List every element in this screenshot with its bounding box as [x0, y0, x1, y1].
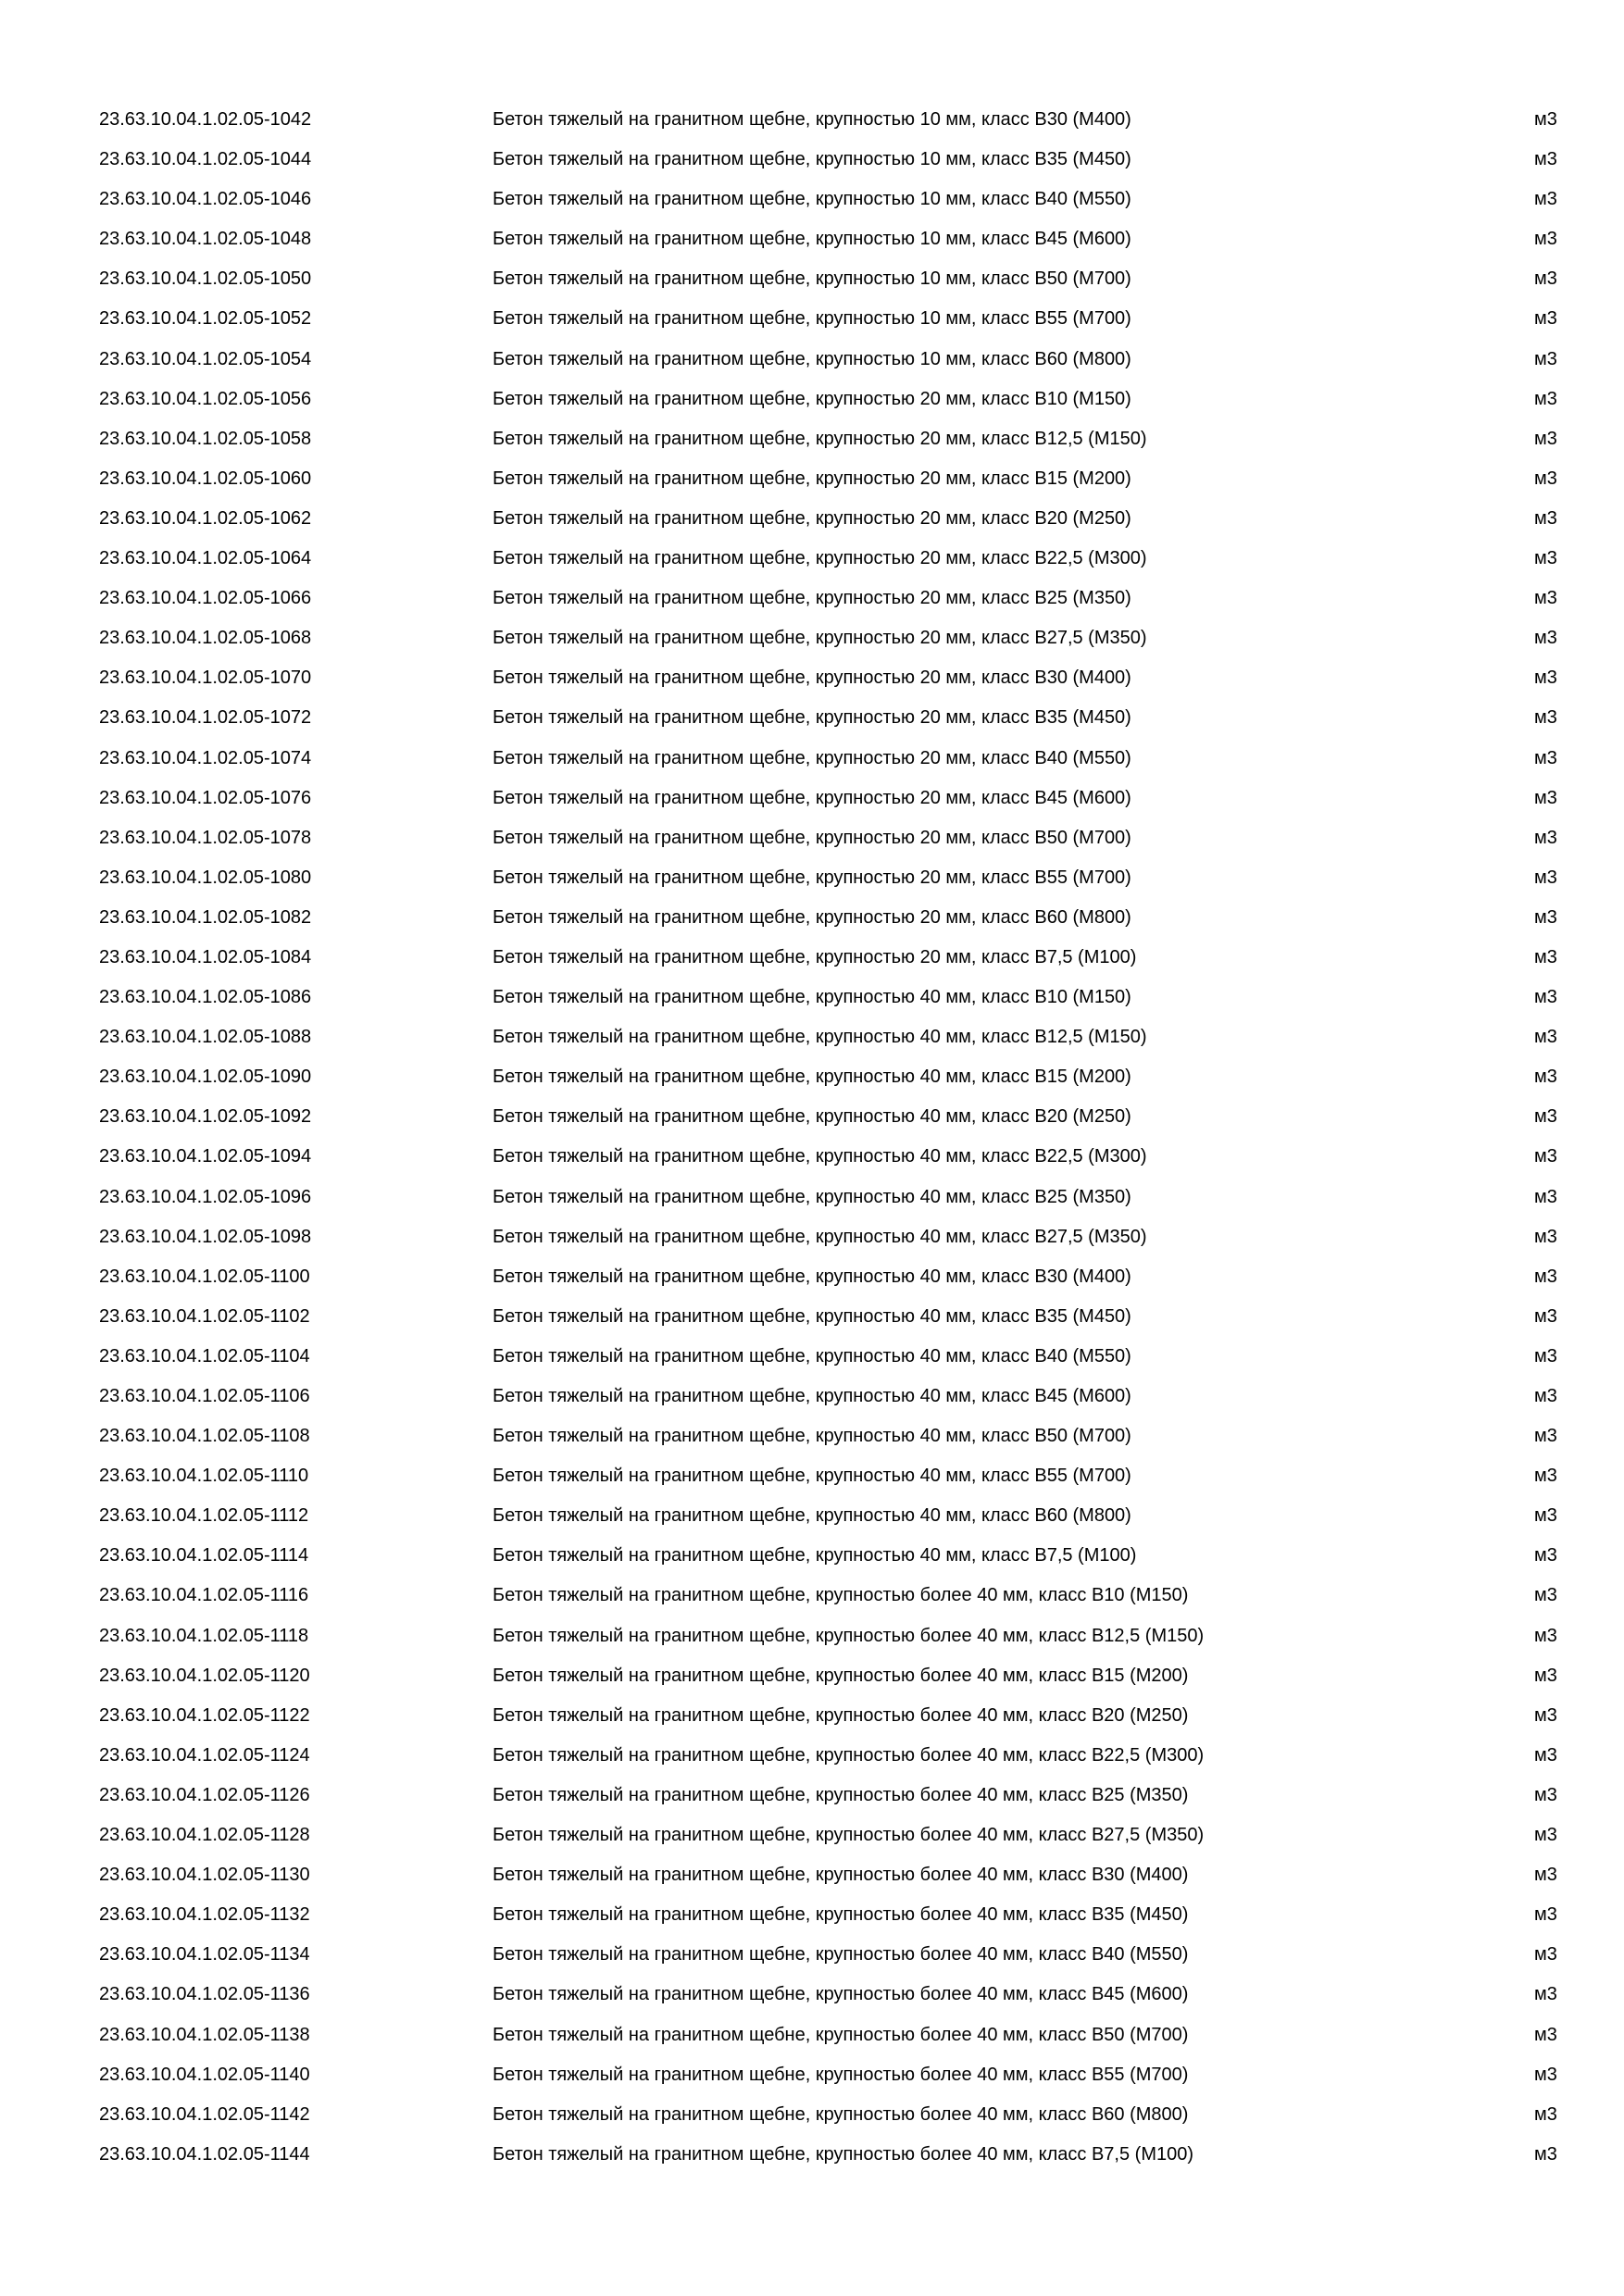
unit-of-measure: м3: [1534, 1146, 1557, 1167]
unit-of-measure: м3: [1534, 2103, 1557, 2125]
resource-code: 23.63.10.04.1.02.05-1136: [99, 1984, 310, 2005]
unit-of-measure: м3: [1534, 1266, 1557, 1287]
resource-code: 23.63.10.04.1.02.05-1104: [99, 1345, 310, 1366]
resource-code: 23.63.10.04.1.02.05-1072: [99, 707, 312, 729]
resource-code: 23.63.10.04.1.02.05-1052: [99, 308, 312, 330]
unit-of-measure: м3: [1534, 1067, 1557, 1088]
unit-of-measure: м3: [1534, 2024, 1557, 2045]
unit-of-measure: м3: [1534, 1545, 1557, 1566]
resource-code: 23.63.10.04.1.02.05-1046: [99, 189, 312, 210]
unit-of-measure: м3: [1534, 1505, 1557, 1527]
table-row: [0, 904, 1624, 943]
resource-code: 23.63.10.04.1.02.05-1092: [99, 1106, 312, 1128]
resource-name: Бетон тяжелый на гранитном щебне, крупностью 20 мм, класс В22,5 (М300): [493, 548, 1147, 569]
table-row: [0, 505, 1624, 544]
resource-name: Бетон тяжелый на гранитном щебне, крупностью более 40 мм, класс В35 (М450): [493, 1904, 1189, 1926]
table-row: [0, 1861, 1624, 1901]
unit-of-measure: м3: [1534, 2143, 1557, 2165]
table-row: [0, 664, 1624, 704]
resource-code: 23.63.10.04.1.02.05-1082: [99, 906, 312, 928]
resource-code: 23.63.10.04.1.02.05-1098: [99, 1226, 312, 1247]
table-row: [0, 2140, 1624, 2180]
table-row: [0, 106, 1624, 145]
table-row: [0, 983, 1624, 1023]
unit-of-measure: м3: [1534, 1226, 1557, 1247]
resource-code: 23.63.10.04.1.02.05-1132: [99, 1904, 310, 1926]
resource-code: 23.63.10.04.1.02.05-1048: [99, 229, 312, 250]
table-row: [0, 1462, 1624, 1502]
resource-code: 23.63.10.04.1.02.05-1096: [99, 1186, 312, 1207]
unit-of-measure: м3: [1534, 109, 1557, 130]
table-row: [0, 624, 1624, 664]
table-row: [0, 2021, 1624, 2061]
table-row: [0, 305, 1624, 344]
unit-of-measure: м3: [1534, 507, 1557, 529]
resource-name: Бетон тяжелый на гранитном щебне, крупностью 20 мм, класс В40 (М550): [493, 747, 1131, 768]
resource-code: 23.63.10.04.1.02.05-1106: [99, 1386, 310, 1406]
resource-code: 23.63.10.04.1.02.05-1130: [99, 1865, 310, 1886]
table-row: [0, 145, 1624, 185]
resource-code: 23.63.10.04.1.02.05-1074: [99, 747, 312, 768]
resource-name: Бетон тяжелый на гранитном щебне, крупностью 10 мм, класс В45 (М600): [493, 229, 1131, 250]
resource-name: Бетон тяжелый на гранитном щебне, крупностью 40 мм, класс В55 (М700): [493, 1466, 1131, 1487]
unit-of-measure: м3: [1534, 189, 1557, 210]
resource-name: Бетон тяжелый на гранитном щебне, крупностью более 40 мм, класс В10 (М150): [493, 1585, 1189, 1606]
resource-name: Бетон тяжелый на гранитном щебне, крупностью более 40 мм, класс В45 (М600): [493, 1984, 1189, 2005]
unit-of-measure: м3: [1534, 668, 1557, 689]
resource-code: 23.63.10.04.1.02.05-1108: [99, 1426, 310, 1447]
unit-of-measure: м3: [1534, 787, 1557, 808]
resource-name: Бетон тяжелый на гранитном щебне, крупностью более 40 мм, класс В12,5 (М150): [493, 1625, 1205, 1646]
unit-of-measure: м3: [1534, 548, 1557, 569]
table-row: [0, 1821, 1624, 1861]
unit-of-measure: м3: [1534, 1027, 1557, 1048]
table-row: [0, 943, 1624, 983]
table-row: [0, 864, 1624, 904]
resource-code: 23.63.10.04.1.02.05-1068: [99, 628, 312, 649]
unit-of-measure: м3: [1534, 229, 1557, 250]
resource-name: Бетон тяжелый на гранитном щебне, крупностью 40 мм, класс В35 (М450): [493, 1305, 1131, 1327]
resource-code: 23.63.10.04.1.02.05-1056: [99, 388, 312, 409]
resource-code: 23.63.10.04.1.02.05-1124: [99, 1744, 310, 1766]
table-row: [0, 1342, 1624, 1382]
unit-of-measure: м3: [1534, 1784, 1557, 1805]
table-row: [0, 1023, 1624, 1063]
resource-name: Бетон тяжелый на гранитном щебне, крупностью 40 мм, класс В22,5 (М300): [493, 1146, 1147, 1167]
table-row: [0, 1382, 1624, 1422]
resource-code: 23.63.10.04.1.02.05-1042: [99, 109, 312, 130]
resource-name: Бетон тяжелый на гранитном щебне, крупностью 10 мм, класс В40 (М550): [493, 189, 1131, 210]
table-row: [0, 1622, 1624, 1662]
unit-of-measure: м3: [1534, 1704, 1557, 1726]
resource-code: 23.63.10.04.1.02.05-1120: [99, 1665, 310, 1686]
unit-of-measure: м3: [1534, 1825, 1557, 1846]
resource-code: 23.63.10.04.1.02.05-1116: [99, 1585, 309, 1606]
resource-name: Бетон тяжелый на гранитном щебне, крупностью более 40 мм, класс В25 (М350): [493, 1784, 1189, 1805]
table-row: [0, 385, 1624, 425]
resource-name: Бетон тяжелый на гранитном щебне, крупностью более 40 мм, класс В22,5 (М300): [493, 1744, 1205, 1766]
resource-name: Бетон тяжелый на гранитном щебне, крупностью 10 мм, класс В35 (М450): [493, 149, 1131, 170]
unit-of-measure: м3: [1534, 308, 1557, 330]
unit-of-measure: м3: [1534, 707, 1557, 729]
resource-name: Бетон тяжелый на гранитном щебне, крупностью более 40 мм, класс В15 (М200): [493, 1665, 1189, 1686]
unit-of-measure: м3: [1534, 827, 1557, 848]
resource-name: Бетон тяжелый на гранитном щебне, крупностью 40 мм, класс В45 (М600): [493, 1386, 1131, 1406]
resource-code: 23.63.10.04.1.02.05-1114: [99, 1545, 309, 1566]
resource-name: Бетон тяжелый на гранитном щебне, крупностью 40 мм, класс В15 (М200): [493, 1067, 1131, 1088]
resource-code: 23.63.10.04.1.02.05-1076: [99, 787, 312, 808]
unit-of-measure: м3: [1534, 1426, 1557, 1447]
unit-of-measure: м3: [1534, 1345, 1557, 1366]
resource-name: Бетон тяжелый на гранитном щебне, крупностью 40 мм, класс В50 (М700): [493, 1426, 1131, 1447]
resource-code: 23.63.10.04.1.02.05-1140: [99, 2064, 310, 2085]
table-row: [0, 544, 1624, 584]
resource-code: 23.63.10.04.1.02.05-1054: [99, 348, 312, 369]
unit-of-measure: м3: [1534, 1585, 1557, 1606]
resource-name: Бетон тяжелый на гранитном щебне, крупностью 10 мм, класс В55 (М700): [493, 308, 1131, 330]
resource-name: Бетон тяжелый на гранитном щебне, крупностью более 40 мм, класс В20 (М250): [493, 1704, 1189, 1726]
resource-code: 23.63.10.04.1.02.05-1070: [99, 668, 312, 689]
resource-name: Бетон тяжелый на гранитном щебне, крупностью 20 мм, класс В30 (М400): [493, 668, 1131, 689]
unit-of-measure: м3: [1534, 268, 1557, 290]
resource-code: 23.63.10.04.1.02.05-1044: [99, 149, 312, 170]
resource-name: Бетон тяжелый на гранитном щебне, крупностью 40 мм, класс В25 (М350): [493, 1186, 1131, 1207]
resource-code: 23.63.10.04.1.02.05-1080: [99, 867, 312, 888]
resource-code: 23.63.10.04.1.02.05-1102: [99, 1305, 310, 1327]
resource-code: 23.63.10.04.1.02.05-1138: [99, 2024, 310, 2045]
resource-name: Бетон тяжелый на гранитном щебне, крупностью 40 мм, класс В30 (М400): [493, 1266, 1131, 1287]
table-row: [0, 1183, 1624, 1223]
unit-of-measure: м3: [1534, 1984, 1557, 2005]
table-row: [0, 225, 1624, 265]
unit-of-measure: м3: [1534, 2064, 1557, 2085]
resource-code: 23.63.10.04.1.02.05-1110: [99, 1466, 309, 1487]
table-row: [0, 824, 1624, 864]
resource-name: Бетон тяжелый на гранитном щебне, крупностью 40 мм, класс В12,5 (М150): [493, 1027, 1147, 1048]
resource-name: Бетон тяжелый на гранитном щебне, крупностью 20 мм, класс В25 (М350): [493, 588, 1131, 609]
resource-code: 23.63.10.04.1.02.05-1090: [99, 1067, 312, 1088]
resource-code: 23.63.10.04.1.02.05-1086: [99, 987, 312, 1008]
table-row: [0, 1223, 1624, 1263]
table-row: [0, 1581, 1624, 1621]
table-row: [0, 185, 1624, 225]
resource-code: 23.63.10.04.1.02.05-1112: [99, 1505, 309, 1527]
resource-name: Бетон тяжелый на гранитном щебне, крупностью более 40 мм, класс В27,5 (М350): [493, 1825, 1205, 1846]
unit-of-measure: м3: [1534, 1305, 1557, 1327]
unit-of-measure: м3: [1534, 946, 1557, 967]
resource-name: Бетон тяжелый на гранитном щебне, крупностью 20 мм, класс В20 (М250): [493, 507, 1131, 529]
price-list-table: [0, 106, 1624, 2180]
unit-of-measure: м3: [1534, 906, 1557, 928]
table-row: [0, 1303, 1624, 1342]
resource-code: 23.63.10.04.1.02.05-1128: [99, 1825, 310, 1846]
resource-name: Бетон тяжелый на гранитном щебне, крупностью более 40 мм, класс В55 (М700): [493, 2064, 1189, 2085]
unit-of-measure: м3: [1534, 1625, 1557, 1646]
resource-name: Бетон тяжелый на гранитном щебне, крупностью 40 мм, класс В10 (М150): [493, 987, 1131, 1008]
unit-of-measure: м3: [1534, 388, 1557, 409]
table-row: [0, 1142, 1624, 1182]
resource-name: Бетон тяжелый на гранитном щебне, крупностью более 40 мм, класс В40 (М550): [493, 1944, 1189, 1965]
resource-code: 23.63.10.04.1.02.05-1122: [99, 1704, 310, 1726]
unit-of-measure: м3: [1534, 1106, 1557, 1128]
resource-code: 23.63.10.04.1.02.05-1084: [99, 946, 312, 967]
table-row: [0, 2061, 1624, 2101]
unit-of-measure: м3: [1534, 1744, 1557, 1766]
resource-name: Бетон тяжелый на гранитном щебне, крупностью более 40 мм, класс В50 (М700): [493, 2024, 1189, 2045]
table-row: [0, 744, 1624, 784]
resource-name: Бетон тяжелый на гранитном щебне, крупностью 20 мм, класс В15 (М200): [493, 468, 1131, 489]
resource-code: 23.63.10.04.1.02.05-1064: [99, 548, 312, 569]
resource-name: Бетон тяжелый на гранитном щебне, крупностью 20 мм, класс В35 (М450): [493, 707, 1131, 729]
resource-name: Бетон тяжелый на гранитном щебне, крупностью 20 мм, класс В12,5 (М150): [493, 428, 1147, 449]
unit-of-measure: м3: [1534, 468, 1557, 489]
resource-name: Бетон тяжелый на гранитном щебне, крупностью 20 мм, класс В7,5 (М100): [493, 946, 1137, 967]
table-row: [0, 1662, 1624, 1702]
resource-code: 23.63.10.04.1.02.05-1118: [99, 1625, 309, 1646]
unit-of-measure: м3: [1534, 428, 1557, 449]
unit-of-measure: м3: [1534, 588, 1557, 609]
unit-of-measure: м3: [1534, 628, 1557, 649]
unit-of-measure: м3: [1534, 348, 1557, 369]
table-row: [0, 1980, 1624, 2020]
resource-code: 23.63.10.04.1.02.05-1144: [99, 2143, 310, 2165]
table-row: [0, 1741, 1624, 1781]
resource-code: 23.63.10.04.1.02.05-1088: [99, 1027, 312, 1048]
resource-name: Бетон тяжелый на гранитном щебне, крупностью 20 мм, класс В10 (М150): [493, 388, 1131, 409]
resource-name: Бетон тяжелый на гранитном щебне, крупностью более 40 мм, класс В60 (М800): [493, 2103, 1189, 2125]
table-row: [0, 425, 1624, 465]
table-row: [0, 584, 1624, 624]
resource-code: 23.63.10.04.1.02.05-1142: [99, 2103, 310, 2125]
table-row: [0, 1940, 1624, 1980]
resource-name: Бетон тяжелый на гранитном щебне, крупностью 40 мм, класс В60 (М800): [493, 1505, 1131, 1527]
resource-name: Бетон тяжелый на гранитном щебне, крупностью 20 мм, класс В55 (М700): [493, 867, 1131, 888]
resource-name: Бетон тяжелый на гранитном щебне, крупностью более 40 мм, класс В7,5 (М100): [493, 2143, 1194, 2165]
resource-code: 23.63.10.04.1.02.05-1060: [99, 468, 312, 489]
resource-code: 23.63.10.04.1.02.05-1066: [99, 588, 312, 609]
unit-of-measure: м3: [1534, 1865, 1557, 1886]
table-row: [0, 1901, 1624, 1940]
table-row: [0, 1502, 1624, 1541]
resource-name: Бетон тяжелый на гранитном щебне, крупностью 40 мм, класс В20 (М250): [493, 1106, 1131, 1128]
unit-of-measure: м3: [1534, 987, 1557, 1008]
unit-of-measure: м3: [1534, 1386, 1557, 1406]
resource-code: 23.63.10.04.1.02.05-1062: [99, 507, 312, 529]
resource-code: 23.63.10.04.1.02.05-1078: [99, 827, 312, 848]
resource-name: Бетон тяжелый на гранитном щебне, крупностью 40 мм, класс В40 (М550): [493, 1345, 1131, 1366]
unit-of-measure: м3: [1534, 1466, 1557, 1487]
table-row: [0, 345, 1624, 385]
resource-code: 23.63.10.04.1.02.05-1126: [99, 1784, 310, 1805]
resource-name: Бетон тяжелый на гранитном щебне, крупностью 20 мм, класс В45 (М600): [493, 787, 1131, 808]
resource-name: Бетон тяжелый на гранитном щебне, крупностью 10 мм, класс В60 (М800): [493, 348, 1131, 369]
table-row: [0, 2101, 1624, 2140]
resource-code: 23.63.10.04.1.02.05-1094: [99, 1146, 312, 1167]
unit-of-measure: м3: [1534, 1904, 1557, 1926]
table-row: [0, 1263, 1624, 1303]
table-row: [0, 1781, 1624, 1821]
resource-name: Бетон тяжелый на гранитном щебне, крупностью 20 мм, класс В50 (М700): [493, 827, 1131, 848]
table-row: [0, 1702, 1624, 1741]
unit-of-measure: м3: [1534, 1665, 1557, 1686]
unit-of-measure: м3: [1534, 149, 1557, 170]
resource-name: Бетон тяжелый на гранитном щебне, крупностью 40 мм, класс В7,5 (М100): [493, 1545, 1137, 1566]
resource-code: 23.63.10.04.1.02.05-1134: [99, 1944, 310, 1965]
table-row: [0, 465, 1624, 505]
resource-code: 23.63.10.04.1.02.05-1100: [99, 1266, 310, 1287]
resource-name: Бетон тяжелый на гранитном щебне, крупностью 20 мм, класс В60 (М800): [493, 906, 1131, 928]
unit-of-measure: м3: [1534, 867, 1557, 888]
table-row: [0, 1063, 1624, 1103]
unit-of-measure: м3: [1534, 1944, 1557, 1965]
table-row: [0, 1541, 1624, 1581]
table-row: [0, 1422, 1624, 1462]
resource-name: Бетон тяжелый на гранитном щебне, крупностью 40 мм, класс В27,5 (М350): [493, 1226, 1147, 1247]
table-row: [0, 784, 1624, 824]
table-row: [0, 1103, 1624, 1142]
resource-name: Бетон тяжелый на гранитном щебне, крупностью 10 мм, класс В30 (М400): [493, 109, 1131, 130]
resource-name: Бетон тяжелый на гранитном щебне, крупностью более 40 мм, класс В30 (М400): [493, 1865, 1189, 1886]
resource-code: 23.63.10.04.1.02.05-1058: [99, 428, 312, 449]
resource-name: Бетон тяжелый на гранитном щебне, крупностью 20 мм, класс В27,5 (М350): [493, 628, 1147, 649]
table-row: [0, 704, 1624, 743]
resource-code: 23.63.10.04.1.02.05-1050: [99, 268, 312, 290]
resource-name: Бетон тяжелый на гранитном щебне, крупностью 10 мм, класс В50 (М700): [493, 268, 1131, 290]
unit-of-measure: м3: [1534, 747, 1557, 768]
unit-of-measure: м3: [1534, 1186, 1557, 1207]
table-row: [0, 265, 1624, 305]
